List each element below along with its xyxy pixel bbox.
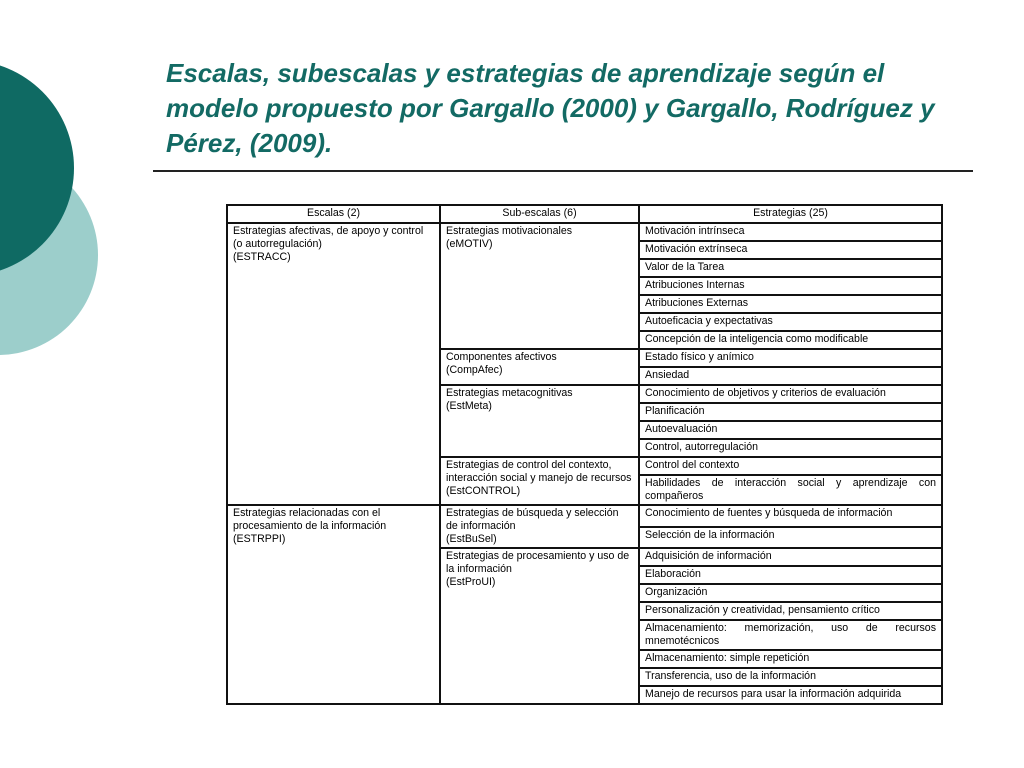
estrategia-cell: Control, autorregulación: [640, 440, 943, 458]
estrategia-cell: Conocimiento de objetivos y criterios de evaluación: [640, 386, 943, 404]
estrategia-cell: Estado físico y anímico: [640, 350, 943, 368]
table-row: [228, 506, 943, 528]
estrategia-cell: Elaboración: [640, 567, 943, 585]
estrategia-cell: Almacenamiento: simple repetición: [640, 651, 943, 669]
estrategia-cell: Almacenamiento: memorización, uso de recursos mnemotécnicos: [640, 621, 943, 651]
subescala-cell: Estrategias de procesamiento y uso de la información (EstProUI): [441, 549, 640, 705]
subescala-cell: Estrategias de búsqueda y selección de información (EstBuSel): [441, 506, 640, 549]
estrategia-cell: Personalización y creatividad, pensamiento crítico: [640, 603, 943, 621]
subescala-cell: Estrategias metacognitivas (EstMeta): [441, 386, 640, 458]
estrategia-cell: Control del contexto: [640, 458, 943, 476]
estrategia-cell: Selección de la información: [640, 528, 943, 550]
subescala-cell: Estrategias motivacionales (eMOTIV): [441, 224, 640, 350]
estrategia-cell: Concepción de la inteligencia como modificable: [640, 332, 943, 350]
header-estrategias: Estrategias (25): [640, 206, 943, 224]
subescala-cell: Componentes afectivos (CompAfec): [441, 350, 640, 386]
slide-title: Escalas, subescalas y estrategias de aprendizaje según el modelo propuesto por Gargallo (2000) y Gargallo, Rodríguez y Pérez, (2009).: [166, 58, 935, 158]
strategies-table: [226, 204, 943, 705]
estrategia-cell: Autoeficacia y expectativas: [640, 314, 943, 332]
header-row: [228, 206, 943, 224]
estrategia-cell: Atribuciones Externas: [640, 296, 943, 314]
estrategia-cell: Manejo de recursos para usar la información adquirida: [640, 687, 943, 705]
estrategia-cell: Planificación: [640, 404, 943, 422]
estrategia-cell: Organización: [640, 585, 943, 603]
title-divider: [153, 170, 973, 172]
decorative-circles: [0, 0, 110, 420]
estrategia-cell: Autoevaluación: [640, 422, 943, 440]
estrategia-cell: Atribuciones Internas: [640, 278, 943, 296]
header-subescalas: Sub-escalas (6): [441, 206, 640, 224]
estrategia-cell: Ansiedad: [640, 368, 943, 386]
escala-cell: Estrategias relacionadas con el procesamiento de la información (ESTRPPI): [228, 506, 441, 705]
estrategia-cell: Habilidades de interacción social y aprendizaje con compañeros: [640, 476, 943, 506]
table-row: [228, 224, 943, 242]
header-escalas: Escalas (2): [228, 206, 441, 224]
estrategia-cell: Motivación intrínseca: [640, 224, 943, 242]
estrategia-cell: Motivación extrínseca: [640, 242, 943, 260]
estrategia-cell: Conocimiento de fuentes y búsqueda de información: [640, 506, 943, 528]
subescala-cell: Estrategias de control del contexto, interacción social y manejo de recursos (EstCONTROL): [441, 458, 640, 506]
escala-cell: Estrategias afectivas, de apoyo y control (o autorregulación) (ESTRACC): [228, 224, 441, 506]
estrategia-cell: Valor de la Tarea: [640, 260, 943, 278]
estrategia-cell: Adquisición de información: [640, 549, 943, 567]
estrategia-cell: Transferencia, uso de la información: [640, 669, 943, 687]
